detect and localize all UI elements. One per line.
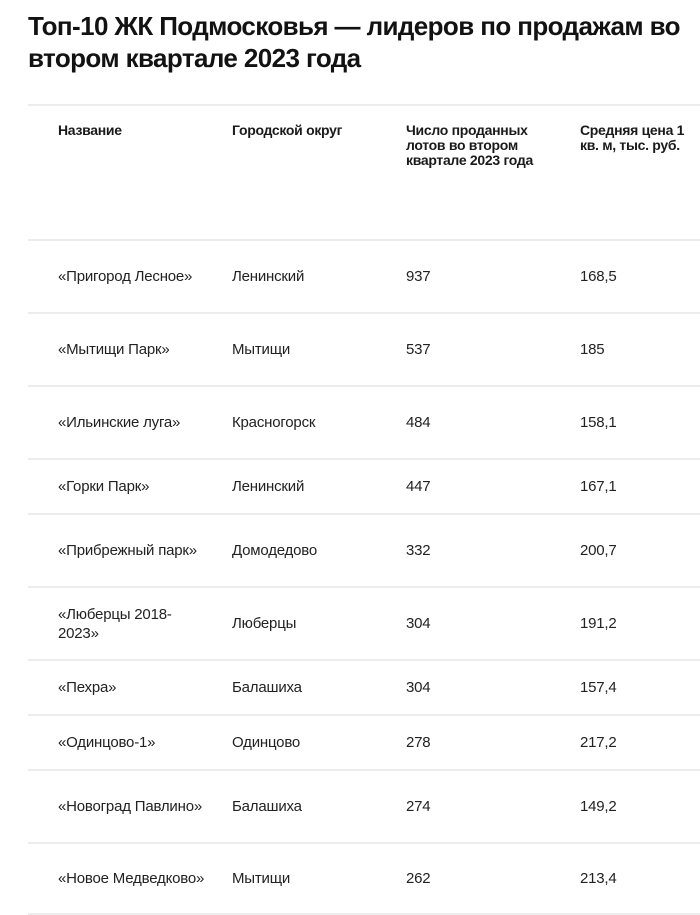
table-row <box>28 842 700 915</box>
cell-name: «Новое Медведково» <box>58 870 205 887</box>
cell-district: Балашиха <box>232 798 302 815</box>
cell-lots: 274 <box>406 798 431 815</box>
table-row <box>28 714 700 769</box>
cell-name: «Пригород Лесное» <box>58 268 193 285</box>
cell-lots: 332 <box>406 542 431 559</box>
cell-district: Люберцы <box>232 615 297 632</box>
cell-name: «Мытищи Парк» <box>58 341 170 358</box>
cell-price: 168,5 <box>580 268 617 285</box>
cell-name: «Прибрежный парк» <box>58 542 197 559</box>
cell-lots: 304 <box>406 679 431 696</box>
cell-lots: 262 <box>406 870 431 887</box>
cell-price: 158,1 <box>580 414 617 431</box>
cell-lots: 304 <box>406 615 431 632</box>
page-title: Топ-10 ЖК Подмосковья — лидеров по продажам во втором квартале 2023 года <box>28 11 680 73</box>
cell-price: 191,2 <box>580 615 617 632</box>
cell-price: 217,2 <box>580 734 617 751</box>
table-row <box>28 513 700 586</box>
cell-district: Мытищи <box>232 341 291 358</box>
column-header-name: Название <box>58 122 122 138</box>
cell-price: 167,1 <box>580 478 617 495</box>
cell-name: «Люберцы 2018-2023» <box>58 605 172 642</box>
cell-lots: 537 <box>406 341 431 358</box>
table-row <box>28 586 700 659</box>
table-row <box>28 659 700 714</box>
cell-lots: 484 <box>406 414 431 431</box>
cell-district: Домодедово <box>232 542 317 559</box>
cell-price: 157,4 <box>580 679 617 696</box>
table-row <box>28 239 700 312</box>
cell-district: Ленинский <box>232 478 305 495</box>
cell-district: Одинцово <box>232 734 301 751</box>
column-header-lots: Число проданных лотов во втором квартале 2023 года <box>406 122 533 168</box>
table-row <box>28 458 700 513</box>
column-header-district: Городской округ <box>232 122 343 138</box>
table-header <box>28 104 700 239</box>
cell-name: «Ильинские луга» <box>58 414 181 431</box>
cell-district: Балашиха <box>232 679 302 696</box>
sales-table <box>28 104 700 915</box>
cell-district: Мытищи <box>232 870 291 887</box>
cell-price: 185 <box>580 341 605 358</box>
cell-lots: 278 <box>406 734 431 751</box>
cell-name: «Одинцово-1» <box>58 734 156 751</box>
cell-price: 213,4 <box>580 870 617 887</box>
cell-price: 149,2 <box>580 798 617 815</box>
column-header-price: Средняя цена 1 кв. м, тыс. руб. <box>580 122 685 153</box>
cell-lots: 447 <box>406 478 431 495</box>
cell-name: «Новоград Павлино» <box>58 798 202 815</box>
cell-lots: 937 <box>406 268 431 285</box>
cell-name: «Пехра» <box>58 679 117 696</box>
table-row <box>28 769 700 842</box>
cell-district: Ленинский <box>232 268 305 285</box>
cell-price: 200,7 <box>580 542 617 559</box>
table-row <box>28 312 700 385</box>
cell-district: Красногорск <box>232 414 316 431</box>
table-row <box>28 385 700 458</box>
cell-name: «Горки Парк» <box>58 478 150 495</box>
